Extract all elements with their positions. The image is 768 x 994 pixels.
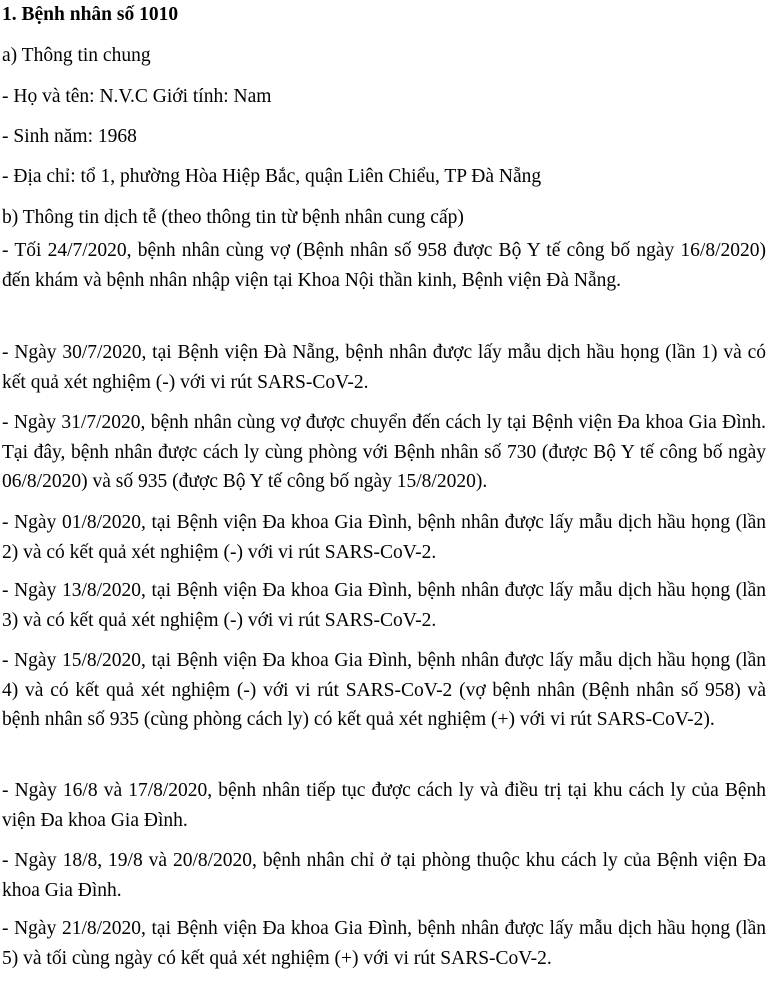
epi-entry: - Ngày 30/7/2020, tại Bệnh viện Đà Nẵng, bệnh nhân được lấy mẫu dịch hầu họng (lần 1) và có kết quả xét nghiệm (-) với vi rút SARS-CoV-2. xyxy=(2,342,766,393)
epi-entry: - Ngày 21/8/2020, tại Bệnh viện Đa khoa Gia Đình, bệnh nhân được lấy mẫu dịch hầu họng (lần 5) và tối cùng ngày có kết quả xét nghiệm (+) với vi rút SARS-CoV-2. xyxy=(2,918,766,969)
epi-entry: - Ngày 13/8/2020, tại Bệnh viện Đa khoa Gia Đình, bệnh nhân được lấy mẫu dịch hầu họng (lần 3) và có kết quả xét nghiệm (-) với vi rút SARS-CoV-2. xyxy=(2,580,766,631)
section-a-heading: a) Thông tin chung xyxy=(2,45,151,66)
epi-entry: - Ngày 31/7/2020, bệnh nhân cùng vợ được chuyển đến cách ly tại Bệnh viện Đa khoa Gia Đình. Tại đây, bệnh nhân được cách ly cùng phòng với Bệnh nhân số 730 (được Bộ Y tế công bố ngày 06/8/2020) và số 935 (được Bộ Y tế công bố ngày 15/8/2020). xyxy=(2,412,766,492)
epi-entry: - Tối 24/7/2020, bệnh nhân cùng vợ (Bệnh nhân số 958 được Bộ Y tế công bố ngày 16/8/2020) đến khám và bệnh nhân nhập viện tại Khoa Nội thần kinh, Bệnh viện Đà Nẵng. xyxy=(2,240,766,291)
epi-entry: - Ngày 01/8/2020, tại Bệnh viện Đa khoa Gia Đình, bệnh nhân được lấy mẫu dịch hầu họng (lần 2) và có kết quả xét nghiệm (-) với vi rút SARS-CoV-2. xyxy=(2,512,766,563)
epi-entry: - Ngày 15/8/2020, tại Bệnh viện Đa khoa Gia Đình, bệnh nhân được lấy mẫu dịch hầu họng (lần 4) và có kết quả xét nghiệm (-) với vi rút SARS-CoV-2 (vợ bệnh nhân (Bệnh nhân số 958) và bệnh nhân số 935 (cùng phòng cách ly) có kết quả xét nghiệm (+) với vi rút SARS-CoV-2). xyxy=(2,650,766,730)
section-b-heading: b) Thông tin dịch tễ (theo thông tin từ bệnh nhân cung cấp) xyxy=(2,207,464,228)
epi-entry: - Ngày 16/8 và 17/8/2020, bệnh nhân tiếp tục được cách ly và điều trị tại khu cách ly của Bệnh viện Đa khoa Gia Đình. xyxy=(2,780,766,831)
name-gender-line: - Họ và tên: N.V.C Giới tính: Nam xyxy=(2,86,272,107)
birth-year-line: - Sinh năm: 1968 xyxy=(2,126,137,147)
address-line: - Địa chỉ: tổ 1, phường Hòa Hiệp Bắc, quận Liên Chiểu, TP Đà Nẵng xyxy=(2,166,542,187)
epi-entry: - Ngày 18/8, 19/8 và 20/8/2020, bệnh nhân chỉ ở tại phòng thuộc khu cách ly của Bệnh viện Đa khoa Gia Đình. xyxy=(2,850,766,901)
patient-title: 1. Bệnh nhân số 1010 xyxy=(2,4,179,25)
